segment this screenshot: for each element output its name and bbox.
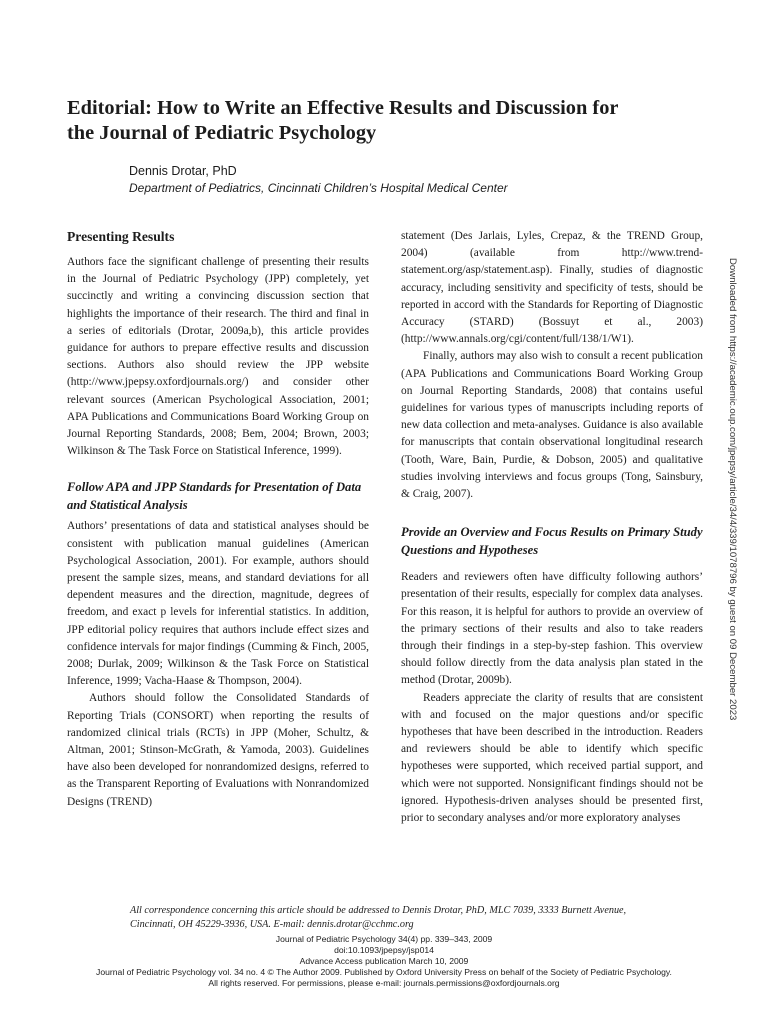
author-name: Dennis Drotar, PhD [129, 164, 237, 178]
article-title-line-2: the Journal of Pediatric Psychology [67, 122, 377, 144]
journal-reference: Journal of Pediatric Psychology 34(4) pp. 339–343, 2009 [275, 934, 493, 944]
download-watermark: Downloaded from https://academic.oup.com/jpepsy/article/34/4/339/1078796 by guest on 09 December 2023 [727, 258, 738, 721]
correspondence-note: All correspondence concerning this article should be addressed to Dennis Drotar, PhD, MLC 7039, 3333 Burnett Avenue, Cincinnati, OH 45229-3936, USA. E-mail: dennis.drotar@cchmc.org [130, 905, 627, 930]
paragraph-apa-standards: Authors’ presentations of data and statistical analyses should be consistent with publication manual guidelines (American Psychological Association, 2001). For example, authors should present the sample sizes, means, and standard deviations for all dependent measures and the direction, magnitude, degrees of freedom, and exact p levels for inferential statistics. In addition, JPP editorial policy requires that authors include effect sizes and confidence intervals for major findings (Cumming & Finch, 2005, 2008; Durlak, 2009; Wilkinson & the Task Force on Statistical Inference, 1999; Vacha-Haase & Thompson, 2004). [67, 520, 369, 688]
paragraph-hypotheses: Readers appreciate the clarity of results that are consistent with and focused on the major questions and/or specific hypotheses that have been described in the introduction. Readers and reviewers should be able to identify which specific hypotheses were supported, which received partial support, and which were not supported. Nonsignificant findings should not be ignored. Hypothesis-driven analyses should be presented first, prior to secondary analyses and/or more exploratory analyses [401, 691, 703, 825]
paragraph-intro: Authors face the significant challenge of presenting their results in the Journal of Pediatric Psychology (JPP) completely, yet succinctly and writing a convincing discussion section that highlights the importance of their research. The third and final in a series of editorials (Drotar, 2009a,b), this article provides guidance for authors to prepare effective results and discussion sections. Authors also should review the JPP website (http://www.jpepsy.oxfordjournals.org/) and consider other relevant sources (American Psychological Association, 2001; APA Publications and Communications Board Working Group on Journal Reporting Standards, 2008; Bem, 2004; Brown, 2003; Wilkinson & The Task Force on Statistical Inference, 1999). [67, 256, 369, 458]
rights-line: All rights reserved. For permissions, please e-mail: journals.permissions@oxfordjournals.org [208, 978, 560, 988]
author-affiliation: Department of Pediatrics, Cincinnati Children’s Hospital Medical Center [129, 181, 508, 195]
paragraph-trend-stard: statement (Des Jarlais, Lyles, Crepaz, & the TREND Group, 2004) (available from http://www.trend-statement.org/asp/statement.asp). Finally, studies of diagnostic accuracy, including sensitivity and specificity of tests, should be reported in accord with the Standards for Reporting of Diagnostic Accuracy (STARD) (Bossuyt et al., 2003) (http://www.annals.org/cgi/content/full/138/1/W1). [401, 230, 703, 346]
advance-access-date: Advance Access publication March 10, 2009 [299, 956, 469, 966]
section-heading-presenting-results: Presenting Results [67, 229, 175, 244]
article-title [67, 96, 687, 146]
paragraph-consort: Authors should follow the Consolidated Standards of Reporting Trials (CONSORT) when reporting the results of randomized clinical trials (RCTs) in JPP (Moher, Schultz, & Altman, 2001; Stinson-McGrath, & Yamoda, 2003). Guidelines have also been developed for nonrandomized designs, referred to as the Transparent Reporting of Evaluations with Nonrandomized Designs (TREND) [67, 692, 369, 808]
doi: doi:10.1093/jpepsy/jsp014 [334, 945, 434, 955]
subheading-apa-standards: Follow APA and JPP Standards for Presentation of Data and Statistical Analysis [67, 480, 362, 513]
paragraph-reporting-standards: Finally, authors may also wish to consult a recent publication (APA Publications and Communications Board Working Group on Journal Reporting Standards, 2008) that contains useful guidelines for various types of manuscripts including reports of new data collection and meta-analyses. Guidance is also available for manuscripts that contain observational longitudinal research (Tooth, Ware, Bain, Purdie, & Dobson, 2005) and qualitative studies involving interviews and focus groups (Tong, Sainsbury, & Craig, 2007). [401, 350, 703, 501]
paragraph-overview: Readers and reviewers often have difficulty following authors’ presentation of their results, especially for complex data analyses. For this reason, it is helpful for authors to provide an overview of the primary sections of their results and also to take readers through their findings in a step-by-step fashion. This overview should follow directly from the data analysis plan stated in the method (Drotar, 2009b). [401, 571, 703, 687]
right-column [401, 228, 703, 827]
left-column [67, 228, 369, 811]
article-title-line-1: Editorial: How to Write an Effective Results and Discussion for [67, 97, 619, 119]
copyright-line: Journal of Pediatric Psychology vol. 34 no. 4 © The Author 2009. Published by Oxford University Press on behalf of the Society of Pediatric Psychology. [96, 967, 672, 977]
subheading-overview: Provide an Overview and Focus Results on Primary Study Questions and Hypotheses [401, 525, 703, 558]
journal-footer [0, 934, 768, 989]
